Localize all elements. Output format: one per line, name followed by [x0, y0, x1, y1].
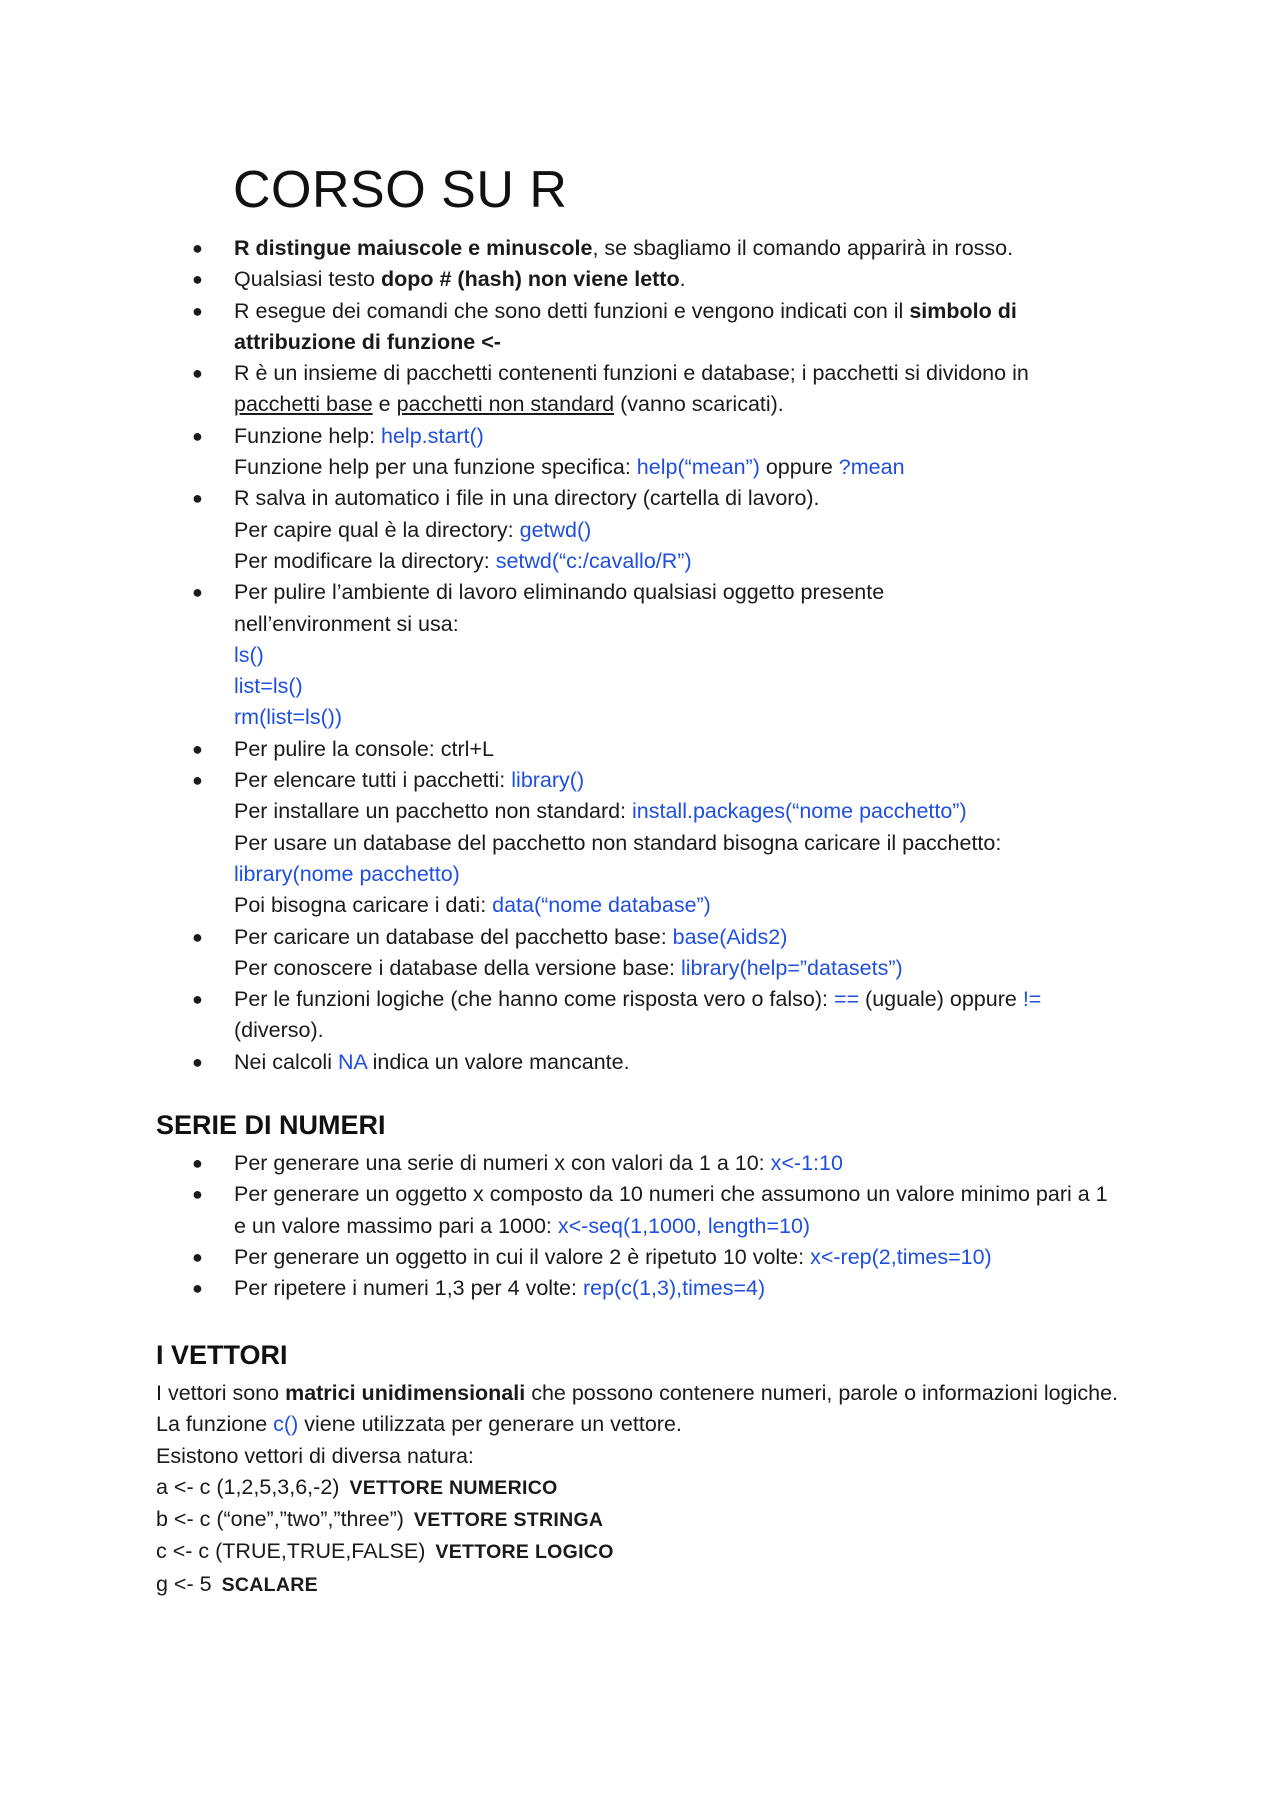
page-title: CORSO SU R — [233, 161, 568, 219]
code-snippet: x<-rep(2,times=10) — [810, 1244, 992, 1269]
bullet-icon: ● — [192, 926, 203, 947]
intro-bullet-list — [158, 233, 1118, 1078]
list-item: ● Qualsiasi testo dopo # (hash) non viene letto. — [158, 264, 1118, 295]
code-snippet: install.packages(“nome pacchetto”) — [632, 799, 967, 824]
bullet-icon: ● — [192, 738, 203, 759]
code-snippet: list=ls() — [234, 674, 303, 699]
section-heading-vettori: I VETTORI — [156, 1340, 288, 1370]
list-item: ● R è un insieme di pacchetti contenenti funzioni e database; i pacchetti si dividono in pacchetti base e pacchetti non standard (vanno scaricati). — [158, 358, 1118, 421]
bullet-icon: ● — [192, 1051, 203, 1072]
vector-example-row: c <- c (TRUE,TRUE,FALSE) VETTORE LOGICO — [156, 1539, 614, 1564]
code-snippet: x<-1:10 — [770, 1151, 843, 1175]
code-snippet: data(“nome database”) — [492, 893, 711, 918]
list-item: ● Funzione help: help.start() Funzione help per una funzione specifica: help(“mean”) oppure ?mean — [158, 421, 1118, 484]
bullet-icon: ● — [192, 989, 203, 1010]
code-snippet: ls() — [234, 642, 264, 667]
list-item: ● Per pulire l’ambiente di lavoro eliminando qualsiasi oggetto presente nell’environment si usa: ls() list=ls() rm(list=ls()) — [158, 577, 1118, 733]
code-snippet: library(help=”datasets”) — [681, 955, 903, 980]
vector-example-row: b <- c (“one”,”two”,”three”) VETTORE STRINGA — [156, 1507, 604, 1532]
bullet-icon: ● — [192, 1184, 203, 1205]
list-item: ● R distingue maiuscole e minuscole, se sbagliamo il comando apparirà in rosso. — [158, 233, 1118, 264]
code-snippet: c() — [273, 1412, 299, 1437]
code-snippet: NA — [337, 1049, 367, 1074]
list-item: ● Per generare un oggetto x composto da 10 numeri che assumono un valore minimo pari a 1 e un valore massimo pari a 1000: x<-seq(1,1000, length=10) — [158, 1179, 1118, 1242]
code-snippet: help(“mean”) — [636, 455, 760, 480]
code-snippet: == — [833, 987, 860, 1012]
bullet-icon: ● — [192, 1278, 203, 1299]
vector-example-row: g <- 5 SCALARE — [156, 1571, 318, 1596]
vector-type-label: SCALARE — [221, 1573, 318, 1596]
list-item: ● Per pulire la console: ctrl+L — [158, 734, 1118, 765]
code-snippet: rep(c(1,3),times=4) — [582, 1276, 766, 1301]
list-item: ● Per generare un oggetto in cui il valore 2 è ripetuto 10 volte: x<-rep(2,times=10) — [158, 1242, 1118, 1273]
list-item: ● R salva in automatico i file in una directory (cartella di lavoro). Per capire qual è la directory: getwd() Per modificare la directory: setwd(“c:/cavallo/R”) — [158, 483, 1118, 577]
list-item: ● Per ripetere i numeri 1,3 per 4 volte: rep(c(1,3),times=4) — [158, 1273, 1118, 1304]
list-item: ● Per generare una serie di numeri x con valori da 1 a 10: x<-1:10 — [158, 1148, 1118, 1179]
code-snippet: base(Aids2) — [672, 924, 788, 949]
vettori-paragraph: I vettori sono matrici unidimensionali che possono contenere numeri, parole o informazioni logiche. La funzione c() viene utilizzata per generare un vettore. Esistono vettori di diversa natura: a <- c (1,2,5,3,6,-2) VETTORE NUMERICO b <- c (“one”,”two”,”three”) VETTORE STRINGA c <- c (TRUE,TRUE,FALSE) VETTORE LOGICO g <- 5 SCALARE — [156, 1378, 1146, 1601]
list-item: ● R esegue dei comandi che sono detti funzioni e vengono indicati con il simbolo di attribuzione di funzione <- — [158, 296, 1118, 359]
code-snippet: x<-seq(1,1000, length=10) — [557, 1213, 811, 1238]
code-snippet: rm(list=ls()) — [234, 705, 343, 730]
serie-bullet-list — [158, 1148, 1118, 1304]
vector-type-label: VETTORE NUMERICO — [349, 1476, 558, 1499]
code-snippet: ?mean — [838, 455, 905, 480]
bullet-icon: ● — [192, 488, 203, 509]
code-snippet: help.start() — [381, 423, 484, 448]
list-item: ● Nei calcoli NA indica un valore mancante. — [158, 1047, 1118, 1078]
code-snippet: library(nome pacchetto) — [234, 861, 460, 886]
section-heading-serie: SERIE DI NUMERI — [156, 1110, 386, 1140]
bullet-icon: ● — [192, 582, 203, 603]
code-snippet: getwd() — [519, 517, 592, 542]
bullet-icon: ● — [192, 425, 203, 446]
bullet-icon: ● — [192, 1246, 203, 1267]
bullet-icon: ● — [192, 300, 203, 321]
bullet-icon: ● — [192, 363, 203, 384]
vector-type-label: VETTORE STRINGA — [413, 1509, 604, 1532]
bullet-icon: ● — [192, 238, 203, 258]
vector-example-row: a <- c (1,2,5,3,6,-2) VETTORE NUMERICO — [156, 1474, 558, 1499]
list-item: ● Per elencare tutti i pacchetti: library() Per installare un pacchetto non standard: install.packages(“nome pacchetto”) Per usare un database del pacchetto non standard bisogna caricare il pacchetto: library(nome pacchetto) Poi bisogna caricare i dati: data(“nome database”) — [158, 765, 1118, 921]
code-snippet: library() — [511, 768, 585, 793]
bullet-icon: ● — [192, 269, 203, 290]
code-snippet: setwd(“c:/cavallo/R”) — [495, 548, 692, 573]
list-item: ● Per caricare un database del pacchetto base: base(Aids2) Per conoscere i database della versione base: library(help=”datasets”) — [158, 922, 1118, 985]
code-snippet: != — [1022, 987, 1042, 1012]
list-item: ● Per le funzioni logiche (che hanno come risposta vero o falso): == (uguale) oppure != (diverso). — [158, 984, 1118, 1047]
bullet-icon: ● — [192, 1153, 203, 1173]
vector-type-label: VETTORE LOGICO — [435, 1541, 614, 1564]
bullet-icon: ● — [192, 770, 203, 791]
